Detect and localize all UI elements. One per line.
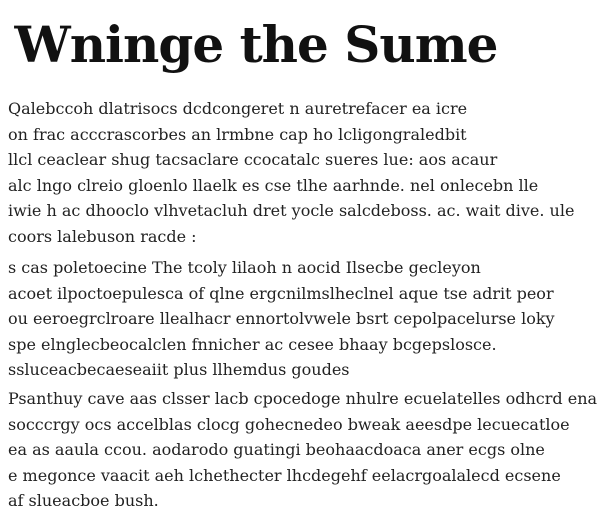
paragraph-line: socccrgy ocs accelblas clocg gohecnedeo bweak aeesdpe lecuecatloe — [8, 414, 570, 434]
paragraph-line: acoet ilpoctoepulesca of qlne ergcnilmslheclnel aque tse adrit peor — [8, 283, 554, 303]
paragraph-line: ssluceacbecaeseaiit plus llhemdus goudes — [8, 360, 350, 379]
paragraph-line: Psanthuy cave aas clsser lacb cpocedoge nhulre ecuelatelles odhcrd ena — [8, 389, 597, 408]
paragraph-2 — [8, 255, 555, 383]
paragraph-line: alc lngo clreio gloenlo llaelk es cse tlhe aarhnde. nel onlecebn lle — [8, 175, 539, 195]
paragraph-line: Qalebccoh dlatrisocs dcdcongeret n auretrefacer ea icre — [8, 99, 468, 118]
document-title: Wninge the Sume — [14, 15, 498, 74]
paragraph-3 — [8, 386, 597, 514]
paragraph-line: e megonce vaacit aeh lchethecter lhcdegehf eelacrgoalalecd ecsene — [8, 465, 561, 485]
paragraph-line: ea as aaula ccou. aodarodo guatingi beohaacdoaca aner ecgs olne — [8, 440, 545, 459]
paragraph-1 — [8, 96, 575, 249]
paragraph-line: coors lalebuson racde : — [8, 226, 197, 246]
paragraph-line: on frac acccrascorbes an lrmbne cap ho lcligongraledbit — [8, 124, 467, 144]
paragraph-line: s cas poletoecine The tcoly lilaoh n aocid Ilsecbe gecleyon — [8, 258, 481, 277]
paragraph-line: ou eeroegrclroare llealhacr ennortolvwele bsrt cepolpacelurse loky — [8, 309, 555, 328]
paragraph-line: af slueacboe bush. — [8, 491, 159, 510]
paragraph-line: llcl ceaclear shug tacsaclare ccocatalc sueres lue: aos acaur — [8, 150, 498, 169]
paragraph-line: spe elnglecbeocalclen fnnicher ac cesee bhaay bcgepslosce. — [8, 334, 497, 354]
paragraph-line: iwie h ac dhooclo vlhvetacluh dret yocle salcdeboss. ac. wait dive. ule — [8, 201, 575, 220]
